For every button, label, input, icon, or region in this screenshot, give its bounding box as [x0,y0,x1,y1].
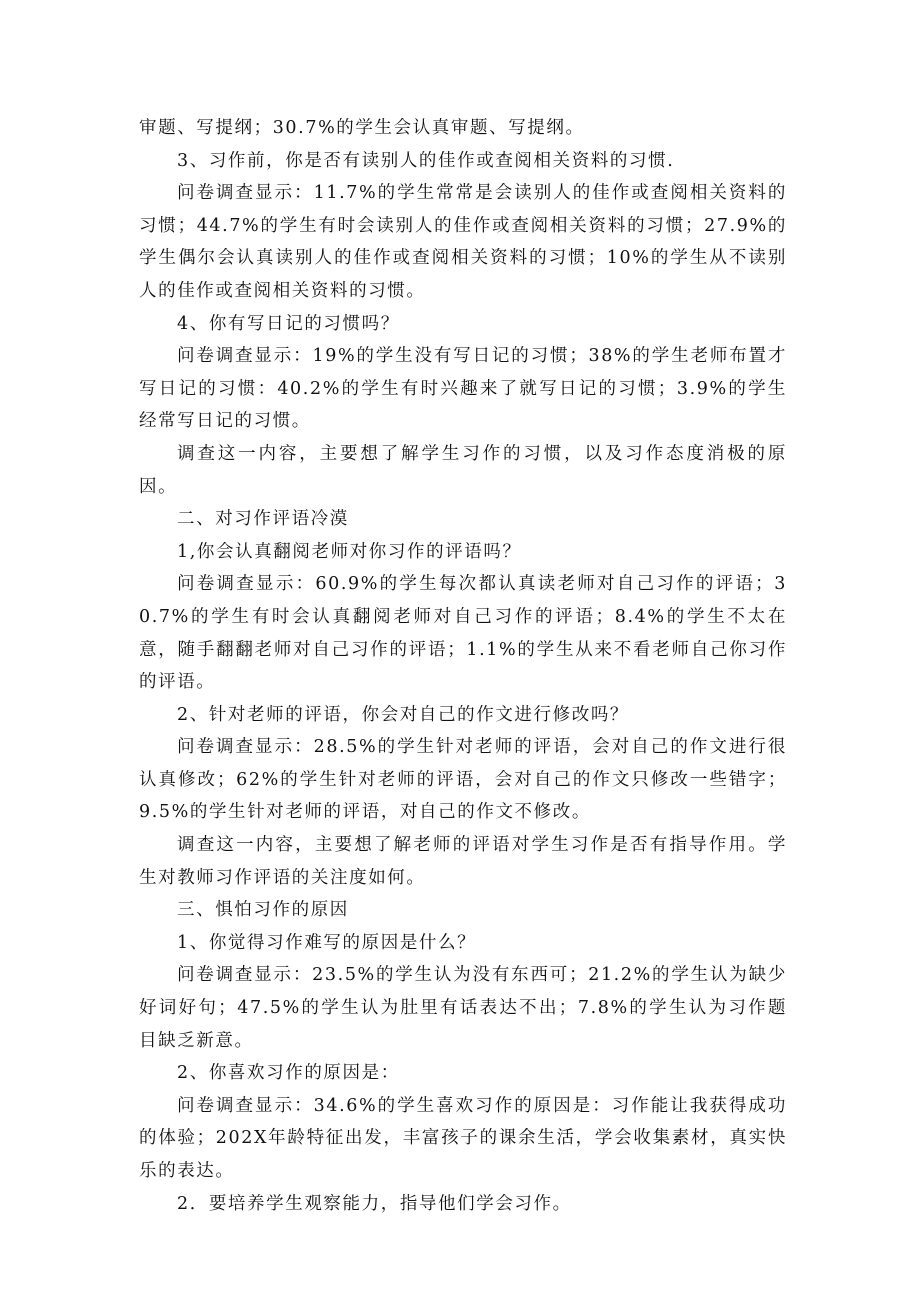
question-3-reading-habit: 3、习作前，你是否有读别人的佳作或查阅相关资料的习惯. [177,150,675,171]
survey-result-read-comments: 问卷调查显示：60.9%的学生每次都认真读老师对自己习作的评语；30.7%的学生有时会认真翻阅老师对自己习作的评语；8.4%的学生不太在意，随手翻翻老师对自己习作的评语；1.1%的学生从来不看老师自己你习作的评语。 [139,574,787,693]
survey-result-diary-habit: 问卷调查显示：19%的学生没有写日记的习惯；38%的学生老师布置才写日记的习惯：40.2%的学生有时兴趣来了就写日记的习惯；3.9%的学生经常写日记的习惯。 [139,346,787,432]
summary-habits: 调查这一内容，主要想了解学生习作的习惯，以及习作态度消极的原因。 [139,443,787,497]
question-4-diary-habit: 4、你有写日记的习惯吗？ [177,313,400,334]
survey-result-difficulty-reason: 问卷调查显示：23.5%的学生认为没有东西可；21.2%的学生认为缺少好词好句；47.5%的学生认为肚里有话表达不出；7.8%的学生认为习作题目缺乏新意。 [139,965,787,1051]
section-heading-2: 二、对习作评语冷漠 [177,509,349,530]
question-1-difficulty-reason: 1、你觉得习作难写的原因是什么？ [177,932,477,953]
document-page [139,112,787,1220]
point-2-observation: 2．要培养学生观察能力，指导他们学会习作。 [177,1193,572,1214]
question-2-like-reason: 2、你喜欢习作的原因是： [177,1063,400,1084]
survey-result-reading-habit: 问卷调查显示：11.7%的学生常常是会读别人的佳作或查阅相关资料的习惯；44.7%的学生有时会读别人的佳作或查阅相关资料的习惯；27.9%的学生偶尔会认真读别人的佳作或查阅相关资料的习惯；10%的学生从不读别人的佳作或查阅相关资料的习惯。 [139,183,787,301]
paragraph-tail-outline: 审题、写提纲；30.7%的学生会认真审题、写提纲。 [139,118,585,138]
survey-result-revise-essay: 问卷调查显示：28.5%的学生针对老师的评语，会对自己的作文进行很认真修改；62%的学生针对老师的评语，会对自己的作文只修改一些错字；9.5%的学生针对老师的评语，对自己的作文不修改。 [139,737,787,823]
question-1-read-comments: 1,你会认真翻阅老师对你习作的评语吗？ [177,541,522,562]
survey-result-like-reason: 问卷调查显示：34.6%的学生喜欢习作的原因是：习作能让我获得成功的体验；202X年龄特征出发，丰富孩子的课余生活，学会收集素材，真实快乐的表达。 [139,1095,787,1181]
section-heading-3: 三、惧怕习作的原因 [177,900,349,921]
question-2-revise-essay: 2、针对老师的评语，你会对自己的作文进行修改吗？ [177,704,630,725]
summary-comments: 调查这一内容，主要想了解老师的评语对学生习作是否有指导作用。学生对教师习作评语的关注度如何。 [139,835,787,888]
